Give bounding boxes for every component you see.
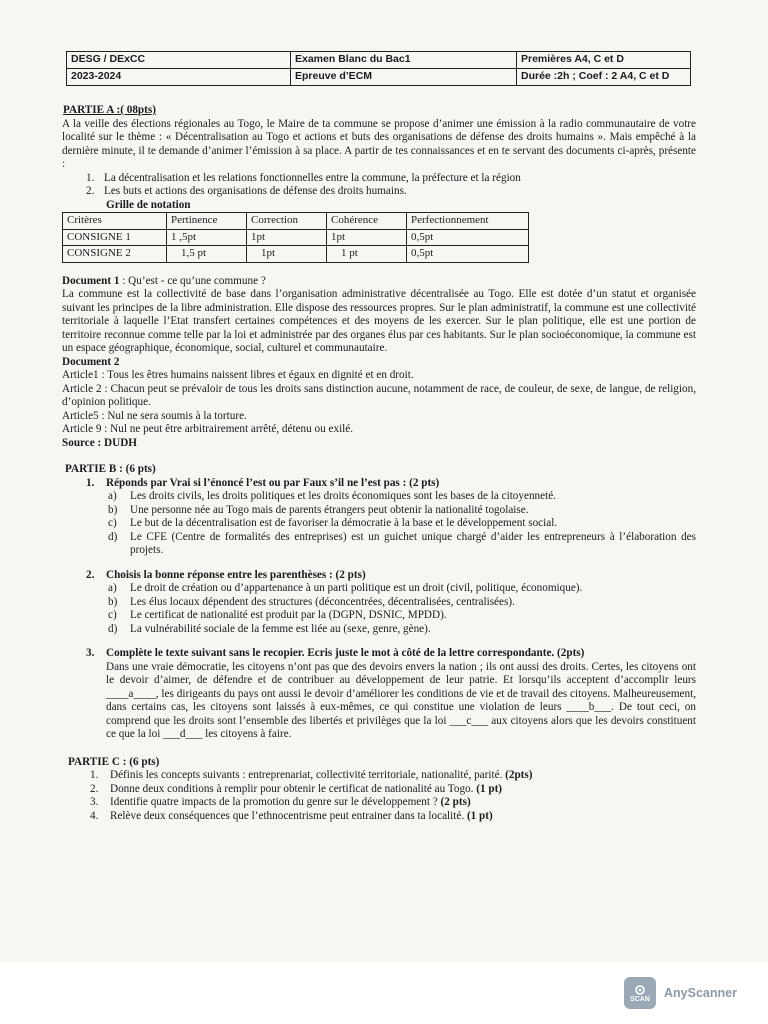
grid-title: Grille de notation (106, 198, 191, 211)
list-item: a) Les droits civils, les droits politiques et les droits économiques sont les bases de la citoyenneté. (108, 490, 556, 502)
doc2-label: Document 2 (62, 355, 120, 368)
doc2-article: Article 9 : Nul ne peut être arbitrairement arrêté, détenu ou exilé. (62, 423, 354, 435)
scanner-logo-icon (624, 977, 656, 1009)
doc2-article: Article 2 : Chacun peut se prévaloir de tous les droits sans distinction aucune, notamment de race, de couleur, de sexe, de langue, de religion, d’opinion politique. (62, 382, 696, 408)
doc2-article: Article5 : Nul ne sera soumis à la torture. (62, 409, 247, 422)
doc2-source: Source : DUDH (62, 436, 137, 449)
q3-text: Dans une vraie démocratie, les citoyens n’ont pas que des devoirs envers la nation ; ils ont aussi des droits. Certes, les citoyens ont le devoir d’aimer, de défendre et de contribuer au développement de leur patrie. Et lorsqu’ils acceptent d’accomplir leurs ____a____, les dirigeants du pays ont aussi le devoir d’améliorer les conditions de vie et de travail des citoyens. Malheureusement, dans certains cas, les citoyens sont laissés à eux-mêmes, ce qui constitue une violation de leurs ____b___. De tout ceci, on comprend que les droits sont l’ensemble des libertés et privilèges que la loi ___c___ aux citoyens alors que les devoirs constituent ce que la loi ___d___ les citoyens à faire. (106, 660, 696, 741)
part-a-points: :( 08pts) (113, 104, 156, 116)
q1-list (108, 490, 696, 558)
list-item: 2. Les buts et actions des organisations de défense des droits humains. (86, 185, 407, 197)
header-exam: Examen Blanc du Bac1 (291, 52, 517, 69)
scanner-logo-text: SCAN (630, 995, 650, 1003)
list-item: a) Le droit de création ou d’appartenance à un parti politique est un droit (civil, politique, économique). (108, 582, 583, 595)
scanner-watermark (624, 977, 737, 1009)
part-b-q3 (86, 647, 696, 742)
grading-grid (62, 212, 529, 263)
part-a-title: PARTIE A (63, 104, 114, 116)
list-item: 1. Définis les concepts suivants : entreprenariat, collectivité territoriale, nationalité, parité. (2pts) (90, 769, 533, 782)
list-item: d) La vulnérabilité sociale de la femme est liée au (sexe, genre, gène). (108, 622, 431, 635)
camera-icon (633, 984, 647, 996)
header-duration: Durée :2h ; Coef : 2 A4, C et D (517, 69, 691, 86)
exam-content (62, 104, 696, 823)
table-row: Critères Pertinence Correction Cohérence Perfectionnement (63, 213, 529, 230)
doc1-title: : Qu’est - ce qu’une commune ? (119, 274, 266, 287)
q2-heading: 2. Choisis la bonne réponse entre les parenthèses : (2 pts) (86, 568, 366, 581)
list-item: d) Le CFE (Centre de formalités des entreprises) est un guichet unique chargé d’aider les entrepreneurs à l’élaboration des projets. (108, 530, 696, 556)
list-item: 3. Identifie quatre impacts de la promotion du genre sur le développement ? (2 pts) (90, 796, 471, 809)
q1-heading: 1. Réponds par Vrai si l’énoncé l’est ou par Faux s’il ne l’est pas : (2 pts) (86, 476, 440, 489)
list-item: b) Une personne née au Togo mais de parents étrangers peut obtenir la nationalité togolaise. (108, 503, 529, 516)
part-b-q2 (86, 569, 696, 637)
list-item: c) Le but de la décentralisation est de favoriser la démocratie à la base et le développement social. (108, 517, 558, 529)
list-item: c) Le certificat de nationalité est produit par la (DGPN, DSNIC, MPDD). (108, 609, 447, 622)
part-c-title: PARTIE C : (6 pts) (68, 755, 160, 768)
part-b-q1 (86, 477, 696, 558)
table-row: CONSIGNE 2 1,5 pt 1pt 1 pt 0,5pt (63, 246, 529, 263)
q2-list (108, 582, 696, 636)
part-b-title: PARTIE B : (6 pts) (65, 463, 156, 475)
doc1-heading (62, 275, 696, 289)
part-a-intro: A la veille des élections régionales au Togo, le Maire de ta commune se propose d’animer une émission à la radio communautaire de votre localité sur le thème : « Décentralisation au Togo et actions et buts des organisations de défense des droits humains ». Mais empêché à la dernière minute, il te demande d’animer l’émission à sa place. A partir de tes connaissances et en te servant des documents ci-après, présente : (62, 117, 696, 170)
header-subject: Epreuve d’ECM (291, 69, 517, 86)
list-item: 1. La décentralisation et les relations fonctionnelles entre la commune, la préfecture et la région (86, 171, 521, 184)
part-c-list (90, 769, 696, 823)
part-a-list (86, 172, 696, 199)
header-classes: Premières A4, C et D (517, 52, 691, 69)
list-item: b) Les élus locaux dépendent des structures (déconcentrées, décentralisées, centralisées). (108, 595, 515, 608)
doc1-text: La commune est la collectivité de base dans l’organisation administrative décentralisée au Togo. Elle est dotée d’un statut et organisée suivant les principes de la libre administration. Elle dispose des ressources propres. Sur le plan administratif, la commune est une collectivité territoriale à laquelle l’Etat transfert certaines compétences et des moyens de les exercer. Sur le plan politique, elle est une portion de territoire reconnue comme telle par la loi et administrée par des organes élus par ces habitants. Sur le plan socioéconomique, la commune est un espace géographique, économique, social, culturel et communautaire. (62, 288, 696, 354)
table-row: CONSIGNE 1 1 ,5pt 1pt 1pt 0,5pt (63, 229, 529, 246)
header-year: 2023-2024 (67, 69, 291, 86)
doc1-label: Document 1 (62, 274, 120, 287)
q3-heading: 3. Complète le texte suivant sans le recopier. Ecris juste le mot à côté de la lettre correspondante. (2pts) (86, 647, 585, 660)
scanner-name: AnyScanner (664, 986, 737, 1000)
list-item: 4. Relève deux conséquences que l’ethnocentrisme peut entrainer dans ta localité. (1 pt) (90, 809, 493, 822)
part-a-heading (63, 104, 696, 118)
header-school: DESG / DExCC (67, 52, 291, 69)
exam-header-table (66, 51, 691, 86)
doc2-article: Article1 : Tous les êtres humains naissent libres et égaux en dignité et en droit. (62, 369, 414, 381)
list-item: 2. Donne deux conditions à remplir pour obtenir le certificat de nationalité au Togo. (1 pt) (90, 782, 503, 795)
